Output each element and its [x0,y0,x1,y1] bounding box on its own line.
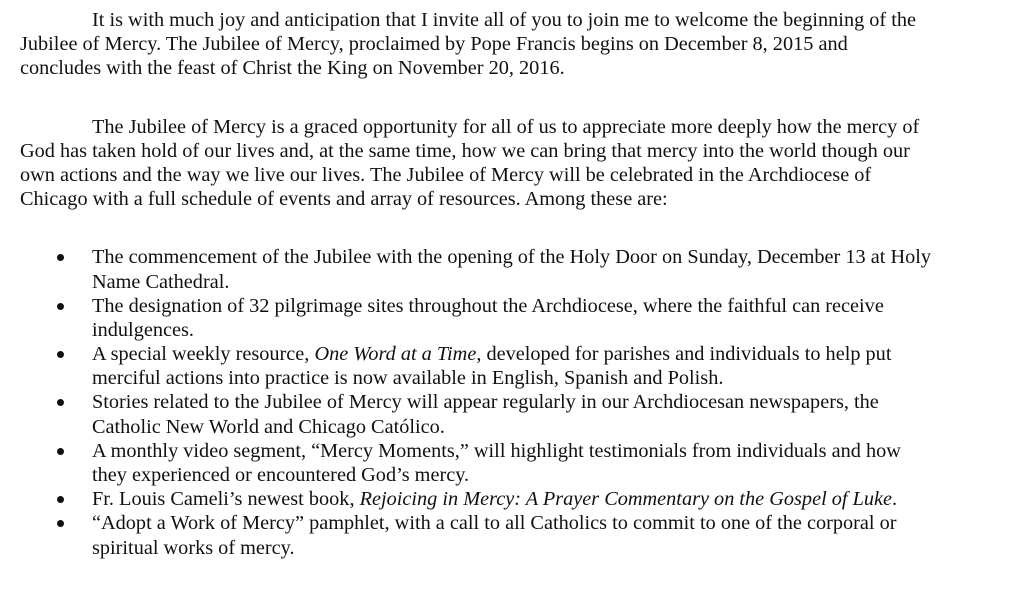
text-segment: , developed for parishes and individuals to help put [476,343,892,366]
text-segment: indulgences. [92,318,194,341]
text-line [20,139,1020,163]
text-segment: Chicago with a full schedule of events and array of resources. Among these are: [20,188,668,211]
list-item [20,390,1020,438]
text-line [92,463,1020,487]
list-item [20,511,1020,559]
text-line [20,163,1020,187]
text-line [20,56,1020,80]
text-line [92,366,1020,390]
text-line [92,270,1020,294]
text-segment: Name Cathedral. [92,270,230,293]
list-item [20,294,1020,342]
bullet-icon [57,254,64,261]
bullet-icon [57,448,64,455]
bullet-icon [57,496,64,503]
text-line [92,390,1020,414]
text-line [20,187,1020,211]
paragraph [20,8,1020,81]
text-segment: . [892,488,898,511]
text-segment: spiritual works of mercy. [92,536,295,559]
bullet-icon [57,399,64,406]
text-line [92,536,1020,560]
list-item [20,487,1020,511]
list-item [20,245,1020,293]
text-segment: A monthly video segment, “Mercy Moments,” will highlight testimonials from individuals and how [92,439,901,462]
list-item [20,342,1020,390]
text-line [20,32,1020,56]
text-segment: own actions and the way we live our lives. The Jubilee of Mercy will be celebrated in the Archdiocese of [20,163,872,186]
paragraph [20,115,1020,212]
text-line [92,487,1020,511]
text-segment: It is with much joy and anticipation that I invite all of you to join me to welcome the beginning of the [92,9,917,31]
bullet-icon [57,351,64,358]
document-page [20,8,1020,560]
text-line [20,115,1020,139]
text-segment: Stories related to the Jubilee of Mercy will appear regularly in our Archdiocesan newspapers, the [92,391,879,414]
text-line [92,294,1020,318]
text-segment: merciful actions into practice is now available in English, Spanish and Polish. [92,367,724,390]
text-line [20,8,1020,32]
bullet-icon [57,303,64,310]
text-segment: A special weekly resource, [92,343,315,366]
text-segment: Jubilee of Mercy. The Jubilee of Mercy, proclaimed by Pope Francis begins on December 8, 2015 and [20,33,848,56]
text-line [92,415,1020,439]
text-line [92,318,1020,342]
text-line [92,439,1020,463]
text-segment: God has taken hold of our lives and, at the same time, how we can bring that mercy into the world though our [20,139,910,162]
italic-title: Rejoicing in Mercy: A Prayer Commentary on the Gospel of Luke [359,488,893,511]
bullet-icon [57,520,64,527]
text-segment: concludes with the feast of Christ the King on November 20, 2016. [20,57,565,80]
text-segment: The commencement of the Jubilee with the opening of the Holy Door on Sunday, December 13 at Holy [92,246,932,269]
resource-list [20,245,1020,559]
text-line [92,511,1020,535]
text-segment: “Adopt a Work of Mercy” pamphlet, with a call to all Catholics to commit to one of the corporal or [92,512,897,535]
italic-title: One Word at a Time [314,343,477,366]
text-line [92,245,1020,269]
text-segment: The designation of 32 pilgrimage sites throughout the Archdiocese, where the faithful can receive [92,294,884,317]
text-segment: The Jubilee of Mercy is a graced opportunity for all of us to appreciate more deeply how the mercy of [92,115,920,138]
text-segment: Catholic New World and Chicago Católico. [92,415,445,438]
body-paragraphs [20,8,1020,211]
text-segment: they experienced or encountered God’s mercy. [92,464,470,486]
list-item [20,439,1020,487]
text-segment: Fr. Louis Cameli’s newest book, [92,488,360,511]
text-line [92,342,1020,366]
